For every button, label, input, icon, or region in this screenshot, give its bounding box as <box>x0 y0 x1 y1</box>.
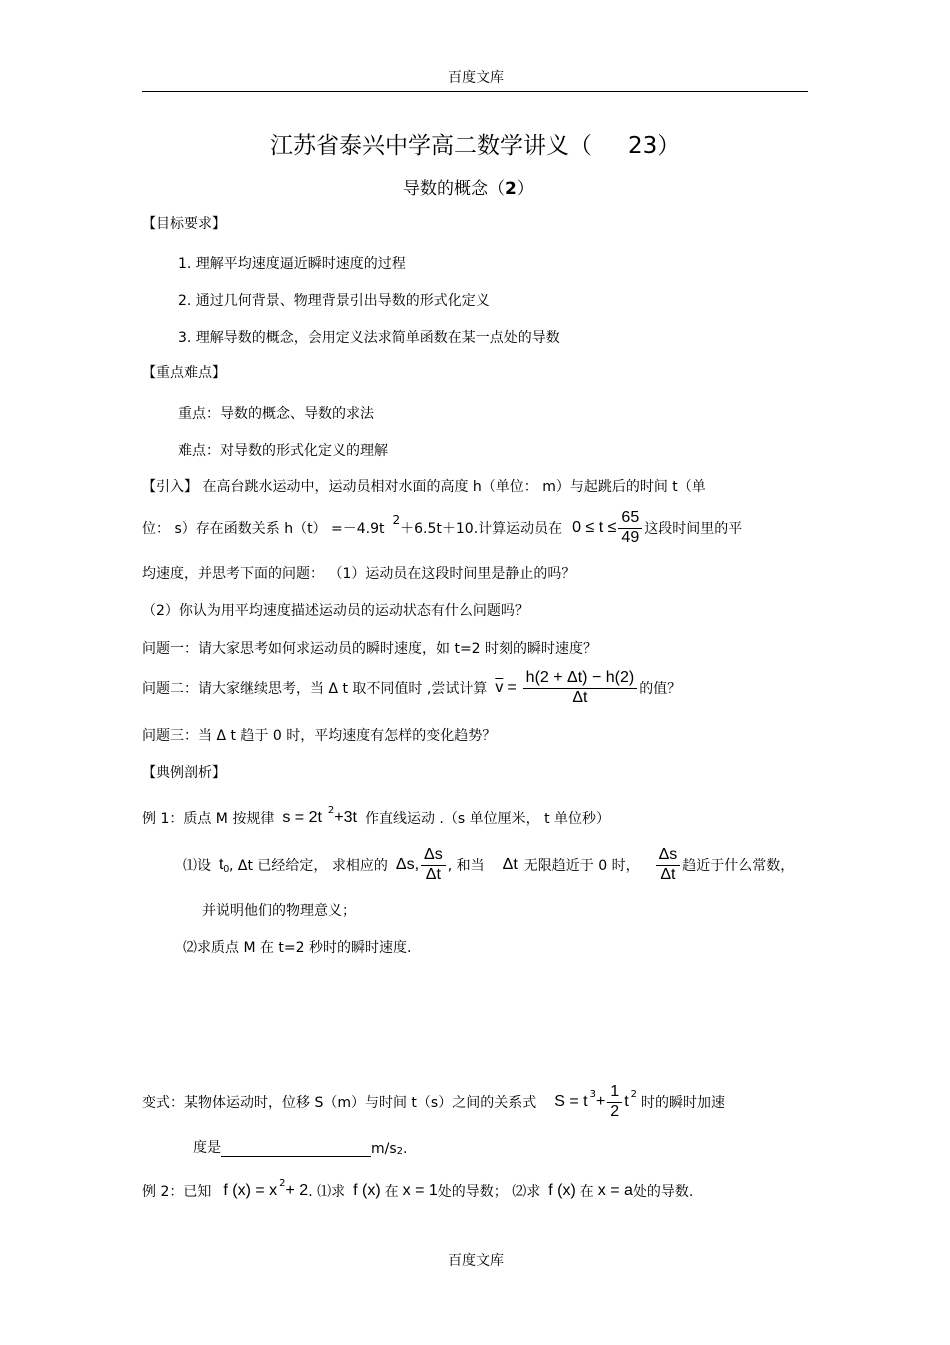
ds-dt-fraction-2 <box>656 846 681 884</box>
question-1: 问题一：请大家思考如何求运动员的瞬时速度，如 t=2 时刻的瞬时速度？ <box>142 641 598 657</box>
key-heading: 【重点难点】 <box>142 365 226 381</box>
page-title <box>270 127 680 160</box>
goals-heading: 【目标要求】 <box>142 216 226 232</box>
variant-unit: m/s <box>371 1141 397 1157</box>
example-2-fx-1: f (x) <box>353 1182 381 1199</box>
page-subtitle <box>403 174 534 199</box>
part-1-limit-text: 无限趋近于 0 时， <box>523 858 640 874</box>
example-2-text: 例 2：已知 <box>142 1184 212 1200</box>
question-3: 问题三：当 Δ t 趋于 0 时，平均速度有怎样的变化趋势？ <box>142 728 497 744</box>
examples-heading: 【典例剖析】 <box>142 765 226 781</box>
example-2-formula: f (x) = x <box>223 1182 278 1199</box>
variant-problem <box>142 1080 725 1124</box>
subtitle-text: 导数的概念（ <box>403 179 505 199</box>
example-1-part-1-line-2: 并说明他们的物理意义； <box>202 903 356 919</box>
goal-item-2: 2. 通过几何背景、物理背景引出导数的形式化定义 <box>178 293 490 309</box>
variant-formula: S = t <box>554 1093 588 1110</box>
example-2-formula-rest: + 2 <box>285 1182 309 1199</box>
intro-line-1: 【引入】 在高台跳水运动中，运动员相对水面的高度 h（单位： m）与起跳后的时间 t（单 <box>142 479 706 495</box>
example-2-part-1-label: . ⑴求 <box>308 1184 346 1200</box>
title-text: 江苏省泰兴中学高二数学讲义（ <box>270 133 592 159</box>
key-focus: 重点：导数的概念、导数的求法 <box>178 406 374 422</box>
example-2 <box>142 1174 693 1208</box>
variant-fraction-den: 2 <box>610 1102 620 1120</box>
example-1-formula-rest: +3t <box>334 809 357 826</box>
example-2-exponent: 2 <box>279 1177 286 1189</box>
subtitle-number: 2 <box>505 179 517 199</box>
delta-s: Δs, <box>395 856 420 873</box>
example-1-exponent: 2 <box>327 804 335 816</box>
question-2-fraction <box>523 669 638 707</box>
answer-blank[interactable] <box>221 1142 371 1157</box>
variant-line-2 <box>193 1137 407 1157</box>
intro-fraction-den: 49 <box>618 528 642 547</box>
intro-function-rest: ＋6.5t＋10.计算运动员在 <box>400 521 563 537</box>
fraction-1-num: Δs <box>421 846 446 865</box>
variant-text-end: 时的瞬时加速 <box>641 1095 726 1111</box>
goal-item-1: 1. 理解平均速度逼近瞬时速度的过程 <box>178 256 406 272</box>
intro-fraction-num: 65 <box>621 509 640 527</box>
intro-line-4: （2）你认为用平均速度描述运动员的运动状态有什么问题吗？ <box>142 603 529 619</box>
example-2-at-1: 在 <box>384 1184 399 1200</box>
example-1-text: 例 1：质点 M 按规律 <box>142 811 275 827</box>
variant-plus: + <box>595 1093 606 1110</box>
variant-period: . <box>403 1141 408 1157</box>
fraction-1-den: Δt <box>425 865 441 883</box>
intro-exponent: 2 <box>392 513 401 527</box>
header-rule <box>142 91 808 92</box>
example-2-x-equals-a: x = a <box>597 1182 633 1199</box>
page-footer: 百度文库 <box>448 1253 504 1269</box>
variant-fraction-num: 1 <box>607 1083 622 1102</box>
example-1-part-2: ⑵求质点 M 在 t=2 秒时的瞬时速度. <box>183 940 412 956</box>
ds-dt-fraction-1 <box>421 846 446 884</box>
example-2-fx-2: f (x) <box>548 1182 576 1199</box>
part-1-end: 趋近于什么常数， <box>682 858 795 874</box>
question-2-fraction-den: Δt <box>572 688 588 706</box>
fraction-2-num: Δs <box>656 846 681 865</box>
example-2-x-equals-1: x = 1 <box>402 1182 438 1199</box>
goal-item-3: 3. 理解导数的概念，会用定义法求简单函数在某一点处的导数 <box>178 330 560 346</box>
example-1-formula: s = 2t <box>282 809 322 826</box>
variant-line-2-text: 度是 <box>193 1140 221 1156</box>
fraction-2-den: Δt <box>660 865 676 883</box>
question-2 <box>142 668 681 708</box>
title-number: 23） <box>628 133 681 159</box>
question-2-equals: = <box>507 679 517 696</box>
example-1-part-1 <box>183 843 794 887</box>
example-2-middle: 处的导数； ⑵求 <box>437 1184 541 1200</box>
variant-exponent-2: 2 <box>630 1088 638 1100</box>
delta-t: Δt <box>502 856 518 873</box>
example-1-text-end: 作直线运动 .（s 单位厘米， t 单位秒） <box>364 811 611 827</box>
t0-subscript: 0 <box>223 863 230 875</box>
example-2-end: 处的导数. <box>632 1184 694 1200</box>
variant-exponent-3: 3 <box>589 1088 596 1100</box>
intro-function-text: 位： s）存在函数关系 h（t） =－4.9t <box>142 521 385 537</box>
example-1 <box>142 800 610 836</box>
question-2-vbar: $\overline{v}$ <box>495 679 504 696</box>
t0-symbol: t <box>219 855 224 873</box>
intro-inequality: 0 ≤ t ≤ <box>572 519 617 536</box>
intro-fraction <box>618 509 642 547</box>
variant-text: 变式：某物体运动时，位移 S（m）与时间 t（s）之间的关系式 <box>142 1095 537 1111</box>
part-1-label: ⑴设 <box>183 858 211 874</box>
key-difficulty: 难点：对导数的形式化定义的理解 <box>178 443 388 459</box>
intro-line-2 <box>142 508 742 548</box>
variant-unit-exponent: 2 <box>396 1146 404 1157</box>
question-2-end: 的值？ <box>639 681 682 697</box>
page-header: 百度文库 <box>448 70 504 86</box>
intro-line-3: 均速度，并思考下面的问题： （1）运动员在这段时间里是静止的吗？ <box>142 566 576 582</box>
intro-line-2-end: 这段时间里的平 <box>644 521 743 537</box>
variant-formula-t: t <box>624 1093 629 1110</box>
question-2-fraction-num: h(2 + Δt) − h(2) <box>523 669 638 688</box>
example-2-at-2: 在 <box>579 1184 594 1200</box>
question-2-text: 问题二：请大家继续思考，当 Δ t 取不同值时 ,尝试计算 <box>142 681 488 697</box>
subtitle-close: ） <box>516 179 534 199</box>
part-1-text: , Δt 已经给定， 求相应的 <box>229 858 388 874</box>
variant-half-fraction <box>607 1083 622 1121</box>
part-1-and: , 和当 <box>447 858 485 874</box>
